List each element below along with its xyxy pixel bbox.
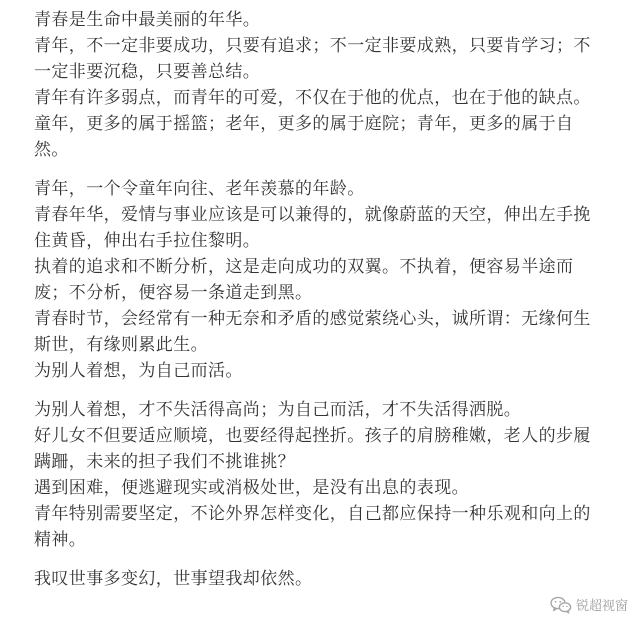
- text-line: 一定非要沉稳，只要善总结。: [34, 62, 261, 82]
- text-line: 青春是生命中最美丽的年华。: [34, 10, 261, 30]
- text-line: 我叹世事多变幻，世事望我却依然。: [34, 569, 313, 589]
- text-line: 蹒跚，未来的担子我们不挑谁挑？: [34, 452, 295, 472]
- text-line: 青年，不一定非要成功，只要有追求；不一定非要成熟，只要肯学习；不: [34, 36, 591, 56]
- paragraph-1: [34, 7, 624, 163]
- text-line: 青春年华，爱情与事业应该是可以兼得的，就像蔚蓝的天空，伸出左手挽: [34, 205, 591, 225]
- text-line: 斯世，有缘则累此生。: [34, 335, 208, 355]
- paragraph-4: [34, 566, 624, 592]
- text-line: 青年有许多弱点，而青年的可爱，不仅在于他的优点，也在于他的缺点。: [34, 88, 591, 108]
- paragraph-3: [34, 397, 624, 553]
- text-line: 童年，更多的属于摇篮；老年，更多的属于庭院；青年，更多的属于自: [34, 114, 574, 134]
- text-line: 好儿女不但要适应顺境，也要经得起挫折。孩子的肩膀稚嫩，老人的步履: [34, 426, 591, 446]
- text-line: 青年特别需要坚定，不论外界怎样变化，自己都应保持一种乐观和向上的: [34, 504, 591, 524]
- text-line: 然。: [34, 140, 69, 160]
- text-line: 精神。: [34, 530, 87, 550]
- paragraph-2: [34, 176, 624, 384]
- watermark-text: 锐超视窗: [575, 599, 628, 614]
- wechat-icon: [550, 596, 572, 614]
- watermark: [550, 595, 628, 614]
- text-line: 废；不分析，便容易一条道走到黑。: [34, 283, 313, 303]
- text-line: 住黄昏，伸出右手拉住黎明。: [34, 231, 261, 251]
- article-body: [34, 7, 624, 605]
- text-line: 为别人着想，才不失活得高尚；为自己而活，才不失活得洒脱。: [34, 400, 522, 420]
- text-line: 青春时节，会经常有一种无奈和矛盾的感觉萦绕心头，诚所谓：无缘何生: [34, 309, 591, 329]
- text-line: 执着的追求和不断分析，这是走向成功的双翼。不执着，便容易半途而: [34, 257, 574, 277]
- text-line: 遇到困难，便逃避现实或消极处世，是没有出息的表现。: [34, 478, 469, 498]
- text-line: 为别人着想，为自己而活。: [34, 361, 243, 381]
- text-line: 青年，一个令童年向往、老年羡慕的年龄。: [34, 179, 365, 199]
